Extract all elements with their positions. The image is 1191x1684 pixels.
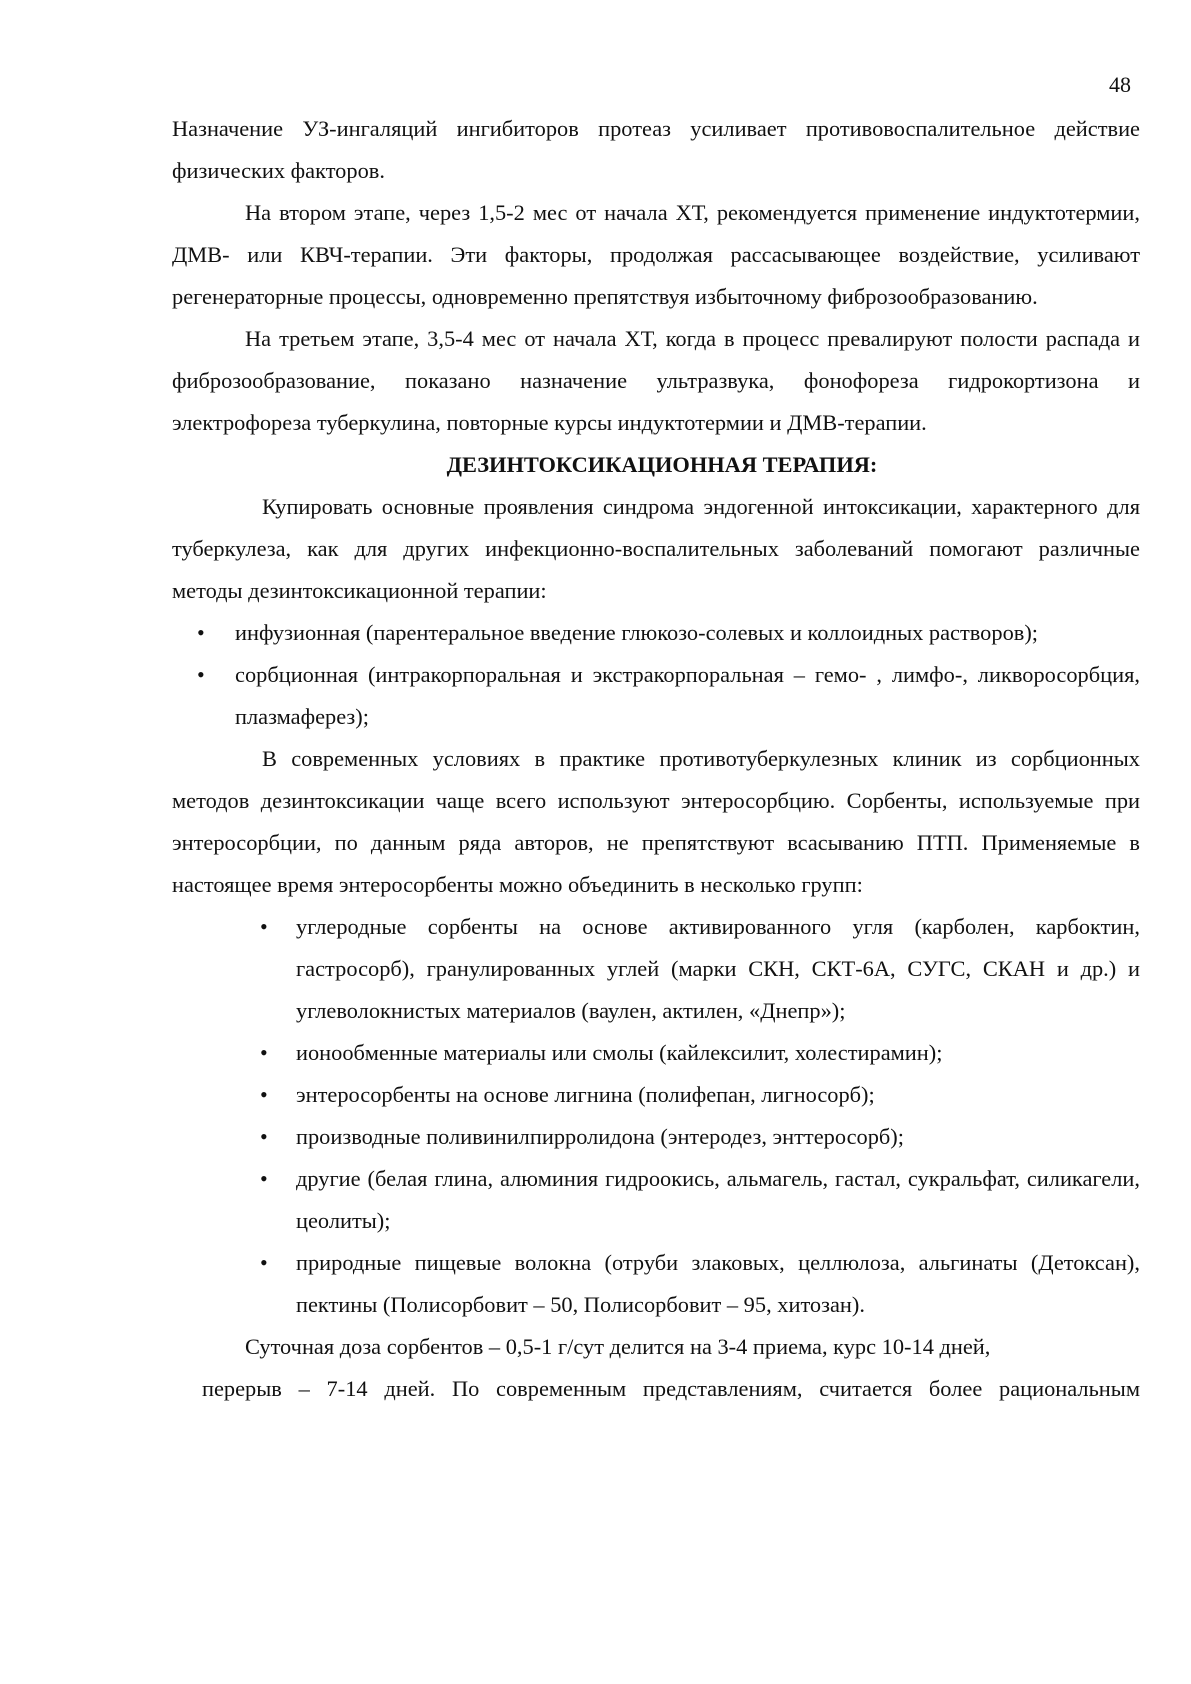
list-item bbox=[172, 1074, 1140, 1116]
bullet-icon: • bbox=[260, 1040, 268, 1065]
bullet-icon: • bbox=[260, 1082, 268, 1107]
list-item-text: ионообменные материалы или смолы (кайлексилит, холестирамин); bbox=[296, 1040, 943, 1065]
paragraph-dosage bbox=[172, 1326, 1140, 1410]
dosage-line-2: перерыв – 7-14 дней. По современным представлениям, считается более рациональным bbox=[202, 1376, 1140, 1401]
list-item-text: другие (белая глина, алюминия гидроокись, альмагель, гастал, сукральфат, силикагели, цеолиты); bbox=[296, 1166, 1140, 1233]
page-number: 48 bbox=[1109, 72, 1131, 97]
paragraph-detox-intro: Купировать основные проявления синдрома эндогенной интоксикации, характерного для туберкулеза, как для других инфекционно-воспалительных заболеваний помогают различные методы дезинтоксикационной терапии: bbox=[172, 494, 1140, 603]
bullet-icon: • bbox=[260, 1166, 268, 1191]
list-item bbox=[172, 1116, 1140, 1158]
list-item-text: сорбционная (интракорпоральная и экстракорпоральная – гемо- , лимфо-, ликворосорбция, плазмаферез); bbox=[235, 662, 1140, 729]
sorbents-list bbox=[172, 906, 1140, 1326]
document-body bbox=[172, 108, 1140, 1410]
section-heading: ДЕЗИНТОКСИКАЦИОННАЯ ТЕРАПИЯ: bbox=[446, 452, 878, 477]
list-item bbox=[172, 1032, 1140, 1074]
paragraph-second-stage: На втором этапе, через 1,5-2 мес от начала ХТ, рекомендуется применение индуктотермии, ДМВ- или КВЧ-терапии. Эти факторы, продолжая рассасывающее воздействие, усиливают регенераторные процессы, одновременно препятствуя избыточному фиброзообразованию. bbox=[172, 200, 1140, 309]
bullet-icon: • bbox=[260, 1124, 268, 1149]
list-item-text: производные поливинилпирролидона (энтеродез, энттеросорб); bbox=[296, 1124, 904, 1149]
list-item bbox=[172, 612, 1140, 654]
list-item-text: энтеросорбенты на основе лигнина (полифепан, лигносорб); bbox=[296, 1082, 875, 1107]
paragraph-enterosorption: В современных условиях в практике противотуберкулезных клиник из сорбционных методов дезинтоксикации чаще всего используют энтеросорбцию. Сорбенты, используемые при энтеросорбции, по данным ряда авторов, не препятствуют всасыванию ПТП. Применяемые в настоящее время энтеросорбенты можно объединить в несколько групп: bbox=[172, 746, 1140, 897]
list-item-text: инфузионная (парентеральное введение глюкозо-солевых и коллоидных растворов); bbox=[235, 620, 1039, 645]
list-item bbox=[172, 1242, 1140, 1326]
list-item bbox=[172, 654, 1140, 738]
methods-list bbox=[172, 612, 1140, 738]
paragraph-inhalation: Назначение УЗ-ингаляций ингибиторов протеаз усиливает противовоспалительное действие физических факторов. bbox=[172, 116, 1140, 183]
list-item bbox=[172, 906, 1140, 1032]
dosage-line-1: Суточная доза сорбентов – 0,5-1 г/сут делится на 3-4 приема, курс 10-14 дней, bbox=[245, 1334, 991, 1359]
list-item-text: природные пищевые волокна (отруби злаковых, целлюлоза, альгинаты (Детоксан), пектины (Полисорбовит – 50, Полисорбовит – 95, хитозан). bbox=[296, 1250, 1140, 1317]
bullet-icon: • bbox=[260, 914, 268, 939]
list-item bbox=[172, 1158, 1140, 1242]
bullet-icon: • bbox=[197, 662, 205, 687]
paragraph-third-stage: На третьем этапе, 3,5-4 мес от начала ХТ, когда в процесс превалируют полости распада и фиброзообразование, показано назначение ультразвука, фонофореза гидрокортизона и электрофореза туберкулина, повторные курсы индуктотермии и ДМВ-терапии. bbox=[172, 326, 1140, 435]
bullet-icon: • bbox=[260, 1250, 268, 1275]
bullet-icon: • bbox=[197, 620, 205, 645]
list-item-text: углеродные сорбенты на основе активированного угля (карболен, карбоктин, гастросорб), гранулированных углей (марки СКН, СКТ-6А, СУГС, СКАН и др.) и углеволокнистых материалов (ваулен, актилен, «Днепр»); bbox=[296, 914, 1140, 1023]
